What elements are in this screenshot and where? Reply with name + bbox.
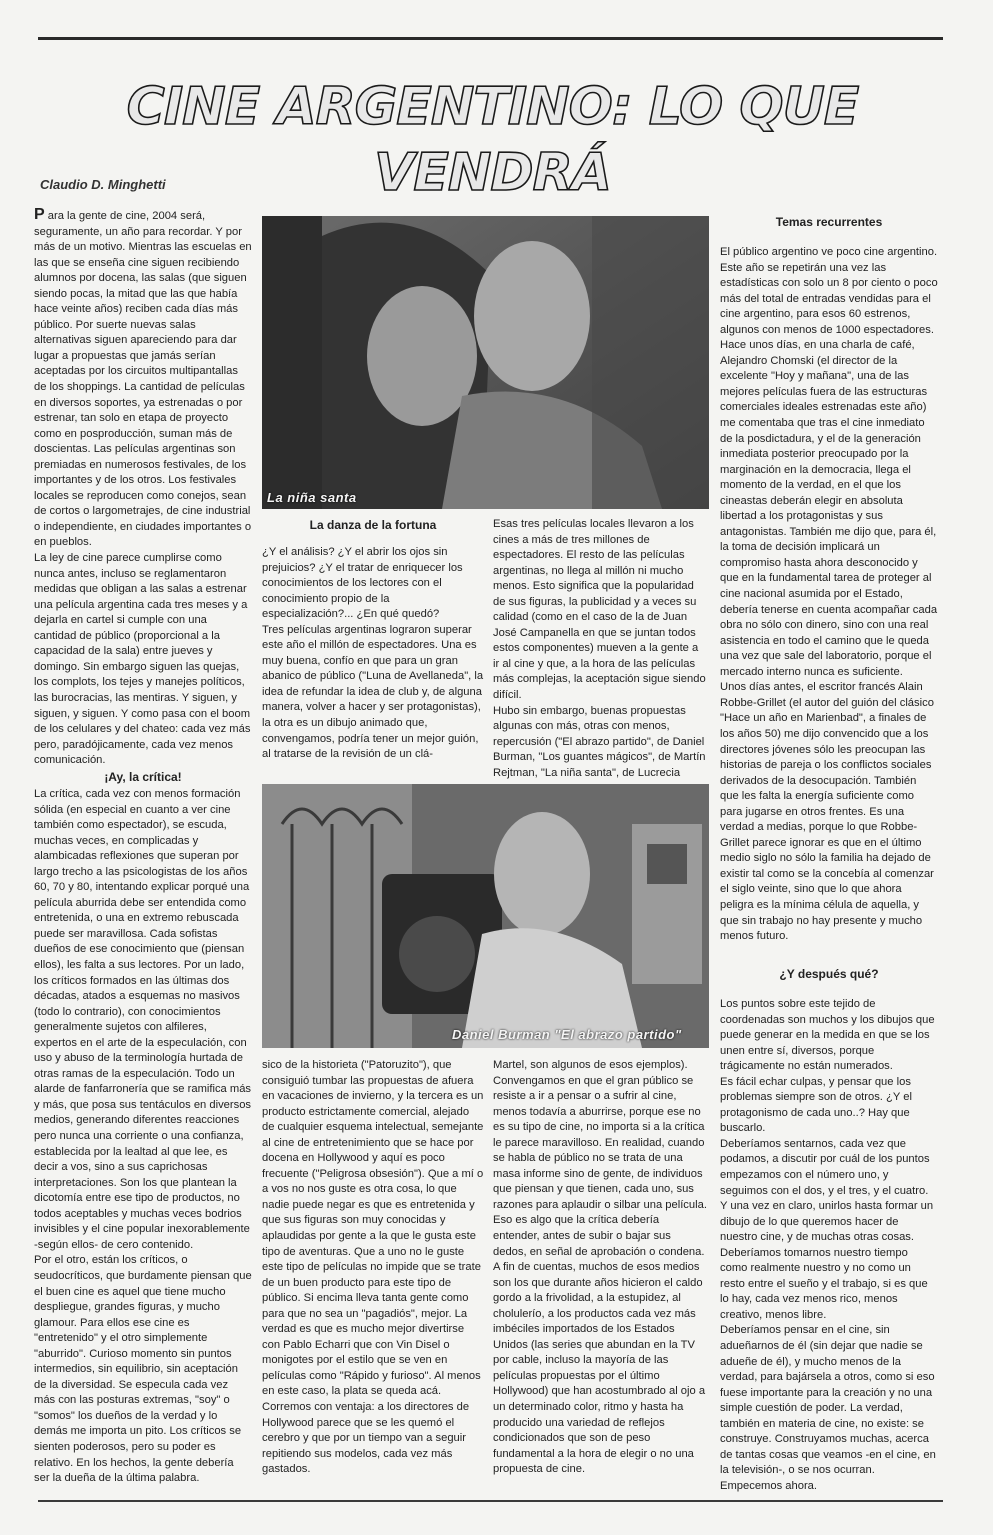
photo-el-abrazo-partido — [262, 784, 709, 1048]
column-1-top — [34, 206, 252, 767]
critica-paragraph: La crítica, cada vez con menos formación sólida (en especial en cuanto a ver cine también como espectador), se escuda, muchas veces, en complicadas y alambicadas reflexiones que superan por largo trecho a las psicologistas de los años 60, 70 y 80, intentando explicar porqué una película aburrida debe ser entendida como entretenida, o una en extremo rebuscada puede ser maravillosa. Cada sofistas dueños de ese conocimiento que (piensan ellos), les falta a sus lectores. Por un lado, los críticos formados en las últimas dos décadas, atados a esquemas no masivos (todo lo contrario), con conocimientos generalmente sujetos con alfileres, expertos en el arte de la especulación, con uso y abuso de la terminología hurtada de otras ramas de la especulación. Todo un alarde de fanfarronería que se ramifica más y más, que posa sus tentáculos en diversos medios, generando diferentes reacciones pero nunca una corriente o una confianza, establecida por la lealtad al que lee, es decir a vos, sino a sus caprichosas interpretaciones. Son los que plantean la dicotomía entre ese tipo de productos, no todos aceptables y muchas veces bodrios invisibles y el cine popular inexorablemente -según ellos- de cero contenido. — [34, 788, 252, 1251]
photo-1-caption: La niña santa — [267, 490, 357, 505]
photo-2-image — [262, 784, 709, 1048]
tres-millones-paragraph: Esas tres películas locales llevaron a los cines a más de tres millones de espectadores. El resto de las películas argentinas, no llega al millón ni mucho menos. Esto significa que la popularidad de sus figuras, la publicidad y a veces su calidad (como en el caso de la de Juan José Campanella en que se juntan todos estos componentes) mueven a la gente a ir al cine y que, a la hora de las películas más complejas, la aceptación sigue siendo difícil. — [493, 518, 706, 702]
sentarnos-paragraph: Deberíamos sentarnos, cada vez que podamos, a discutir por cuál de los puntos empezamos con el número uno, y seguimos con el dos, y el tres, y el cuatro. Y una vez en claro, unirlos hasta formar un dibujo de lo que queremos hacer de nuestro cine, y de muchas otras cosas. — [720, 1137, 934, 1244]
column-4-top — [720, 245, 938, 955]
column-3-bottom — [493, 1058, 707, 1490]
tres-peliculas-paragraph: Tres películas argentinas lograron superar este año el millón de espectadores. Una es muy buena, confío en que para un gran abanico de público ("Luna de Avellaneda", la idea de refundar la idea de club y, de alguna manera, volver a hacer y ser protagonistas), la otra es un dibujo animado que, convengamos, podría tener un mejor guión, al tratarse de la revisión de un clá- — [262, 623, 484, 761]
intro-paragraph — [34, 207, 252, 551]
photo-1-image — [262, 216, 709, 509]
chomski-paragraph: Hace unos días, en una charla de café, Alejandro Chomski (el director de la excelente "Hoy y mañana", una de las mejores películas fuera de las estructuras comerciales ideales estrenadas este año) me comentaba que tras el cine inmediato de la posdictadura, y el de la generación inmediata posterior preocupado por la marginación en la democracia, llega el momento de la verdad, en el que los cineastas deberán elegir en absoluta libertad a los protagonistas y sus antagonistas. También me dijo que, para él, la toma de decisión implicará un compromiso hasta ahora desconocido y que en la fundamental tarea de proteger al cine nacional asumida por el Estado, debería tenerse en cuenta acompañar cada obra no sólo con dinero, sino con una real asistencia en todo el camino que le queda una vez que sale del laboratorio, porque el mercado interno nunca es suficiente. — [720, 339, 938, 678]
column-2-bottom — [262, 1058, 484, 1483]
ley-paragraph: La ley de cine parece cumplirse como nunca antes, incluso se reglamentaron medidas que obligan a las salas a estrenar una película argentina cada tres meses y a dejarla en cartel si cumple con una cantidad de público (proporcional a la capacidad de la sala) entre jueves y domingo. Sin embargo siguen las quejas, los complots, los tejes y manejes políticos, las burocracias, las mentiras. Y siguen, y siguen, y siguen. Y como pasa con el boom de los celulares y del chateo: cada vez más pero, paradójicamente, cada vez menos comunicación. — [34, 552, 251, 767]
intro-text: ara la gente de cine, 2004 será, seguramente, un año para recordar. Y por más de un motivo. Mientras las escuelas en las que se enseña cine siguen recibiendo alumnos por docena, las salas (que siguen siendo pocas, la mitad que las que había hace veinte años) reciben cada días más público. Por suerte nuevas salas alternativas siguen apareciendo para dar lugar a propuestas que jamás serían aceptadas por los circuitos multipantallas de los shoppings. La cantidad de películas en diversos soportes, ya estrenadas o por estrenar, tan solo en etapa de proyecto como en posproducción, suman más de doscientas. Las películas argentinas son premiadas en numerosos festivales, de los importantes y de los otros. Los festivales locales se reproducen como conejos, sean de cortos o largometrajes, de cine industrial o independiente, en ciudades importantes o en pueblos. — [34, 210, 252, 549]
photo-2-caption: Daniel Burman "El abrazo partido" — [452, 1027, 682, 1042]
analisis-paragraph: ¿Y el análisis? ¿Y el abrir los ojos sin prejuicios? ¿Y el tratar de enriquecer los conocimientos de los lectores con el conocimiento propio de la especialización?... ¿En qué quedó? — [262, 546, 463, 621]
gran-publico-paragraph: Martel, son algunos de esos ejemplos). Convengamos en que el gran público se resiste a ir a pensar o a sufrir al cine, menos todavía a aburrirse, porque ese no es su tipo de cine, no importa si a la crítica le parece maravilloso. En realidad, cuando se habla de público no se trata de una masa informe sino de gente, de individuos que piensan y que tienen, cada uno, sus razones para aplaudir o silbar una película. Eso es algo que la crítica debería entender, antes de subir o bajar sus dedos, en señal de aprobación o condena. — [493, 1059, 707, 1258]
column-3-middle — [493, 517, 707, 779]
column-4-bottom — [720, 997, 938, 1492]
ventaja-paragraph: Corremos con ventaja: a los directores de Hollywood parece que se les quemó el cerebro y que por un tiempo van a seguir repitiendo sus modelos, cada vez más gastados. — [262, 1401, 470, 1476]
heading-temas-recurrentes: Temas recurrentes — [775, 215, 883, 229]
photo-la-nina-santa — [262, 216, 709, 509]
puntos-paragraph: Los puntos sobre este tejido de coordenadas son muchos y los dibujos que puede generar en la medida en que se los unen entre sí, diversos, porque trágicamente no están numerados. — [720, 998, 935, 1073]
historieta-paragraph: sico de la historieta ("Patoruzito"), que consiguió tumbar las propuestas de afuera en vacaciones de invierno, y la tercera es un producto estrictamente comercial, alejado de cualquier esquema intelectual, semejante al cine de entretenimiento que se hace por docena en Hollywood y aquí es poco frecuente ("Peligrosa obsesión"). Que a mí o a vos no nos guste es otra cosa, lo que nadie puede negar es que es entretenida y que sus figuras son muy conocidas y aplaudidas por gente a la que le gusta este tipo de aventuras. Que a uno no le guste este tipo de películas no impide que se trate de un buen producto para este tipo de público. Si encima lleva tanta gente como para que no sea un "pagadiós", mejor. La verdad es que es mucho mejor divertirse con Pablo Echarri que con Vin Disel o monigotes por el estilo que se ven en películas como "Rápido y furioso". Al menos en este caso, la plata se queda acá. — [262, 1059, 484, 1398]
bottom-rule — [38, 1500, 943, 1502]
author-byline: Claudio D. Minghetti — [40, 177, 166, 192]
fin-de-cuentas-paragraph: A fin de cuentas, muchos de esos medios son los que durante años hicieron el caldo gordo a la frivolidad, a la estupidez, al cholulerío, a los productos cada vez más imbéciles importados de los Estados Unidos (las series que abundan en la TV por cable, incluso la mayoría de las películas propuestas por el último Hollywood) que han acostumbrado al ojo a un determinado color, ritmo y hasta ha producido una variedad de reflejos condicionados que son de peso fundamental a la hora de elegir o no una propuesta de cine. — [493, 1261, 706, 1476]
top-rule — [38, 37, 943, 40]
heading-danza-de-la-fortuna: La danza de la fortuna — [309, 518, 437, 532]
heading-y-despues-que: ¿Y después qué? — [779, 967, 879, 981]
buenas-propuestas-paragraph: Hubo sin embargo, buenas propuestas algunas con más, otras con menos, repercusión ("El abrazo partido", de Daniel Burman, "Los guantes mágicos", de Martín Rejtman, "La niña santa", de Lucrecia — [493, 704, 706, 779]
heading-ay-la-critica: ¡Ay, la crítica! — [104, 770, 182, 784]
article-title: CINE ARGENTINO: LO QUE VENDRÁ — [126, 77, 859, 203]
robbe-grillet-paragraph: Unos días antes, el escritor francés Alain Robbe-Grillet (el autor del guión del clásico "Hace un año en Marienbad", a finales de los años 50) me dijo convencido que a los directores jóvenes sólo les preocupan las historias de pareja o los conflictos sociales derivados de la desocupación. También que les falta la energía suficiente como para jugarse en otros frentes. Es una verdad a medias, porque lo que Robbe-Grillet parece ignorar es que en el último medio siglo no sólo la familia ha dejado de existir tal como se la concebía al comenzar el siglo veinte, sino que lo que ahora peligra es la mínima célula de aquella, y que sin trabajo no hay presente y mucho menos futuro. — [720, 681, 934, 943]
column-2-middle — [262, 545, 484, 765]
culpas-paragraph: Es fácil echar culpas, y pensar que los problemas siempre son de otros. ¿Y el protagonismo de cada uno..? Hay que buscarlo. — [720, 1075, 912, 1135]
publico-argentino-paragraph: El público argentino ve poco cine argentino. Este año se repetirán una vez las estadísticas con solo un 8 por ciento o poco más del total de entradas vendidas para el cine argentino, para esos 60 estrenos, algunos con menos de 1000 espectadores. — [720, 246, 938, 336]
pensar-cine-paragraph: Deberíamos pensar en el cine, sin adueñarnos de él (sin dejar que nadie se adueñe de él), y mucho menos de la verdad, para bajársela a otros, como si eso fuese importante para la creación y no una simple cuestión de poder. La verdad, también en materia de cine, no existe: se construye. Construyamos muchas, acerca de tantas cosas que veamos -en el cine, en la televisión-, o se nos ocurran. Empecemos ahora. — [720, 1324, 936, 1492]
column-1-bottom — [34, 787, 252, 1485]
seudocriticos-paragraph: Por el otro, están los críticos, o seudocríticos, que burdamente piensan que el buen cine es aquel que tiene mucho despliegue, grandes figuras, y mucho glamour. Para ellos ese cine es "entretenido" y el otro simplemente "aburrido". Curioso momento sin puntos intermedios, sin equilibrio, sin aceptación de la diversidad. Se especula cada vez más con las posturas extremas, "soy" o "somos" los dueños de la verdad y lo demás me importa un pito. Los críticos se sienten poderosos, pero su poder es relativo. En los hechos, la gente debería ser la dueña de la última palabra. — [34, 1254, 252, 1485]
tiempo-paragraph: Deberíamos tomarnos nuestro tiempo como realmente nuestro y no como un resto entre el sueño y el trabajo, si es que lo hay, cada vez menos rico, menos creativo, menos libre. — [720, 1246, 928, 1321]
drop-cap: P — [34, 206, 45, 223]
